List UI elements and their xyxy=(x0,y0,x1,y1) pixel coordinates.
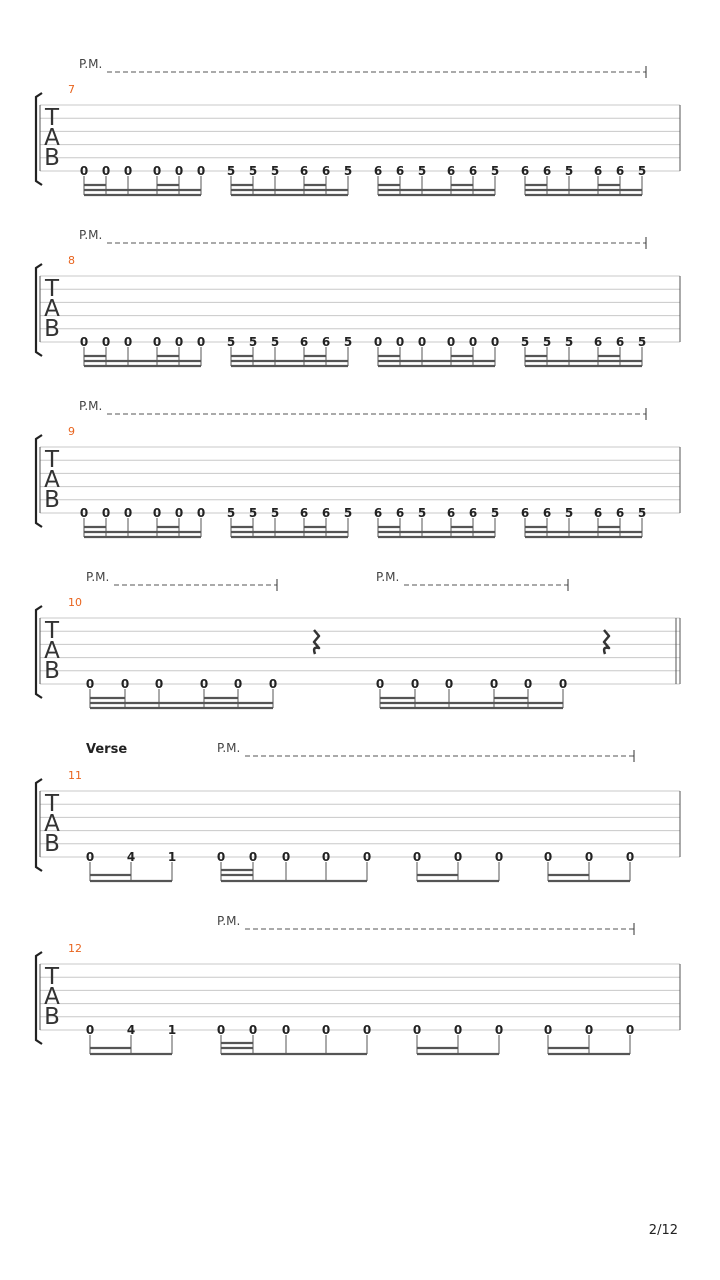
fret-number: 0 xyxy=(216,850,226,864)
fret-number: 5 xyxy=(564,335,574,349)
fret-number: 5 xyxy=(343,335,353,349)
fret-number: 0 xyxy=(196,506,206,520)
tab-clef-b: B xyxy=(44,1004,60,1030)
fret-number: 0 xyxy=(101,506,111,520)
fret-number: 4 xyxy=(126,850,136,864)
fret-number: 0 xyxy=(446,335,456,349)
fret-number: 5 xyxy=(490,164,500,178)
tab-clef-t: T xyxy=(44,105,60,131)
tab-system-7 xyxy=(36,57,680,195)
fret-number: 5 xyxy=(417,506,427,520)
tab-clef-a: A xyxy=(44,296,60,322)
page-number: 2/12 xyxy=(648,1223,678,1238)
tab-clef-a: A xyxy=(44,811,60,837)
fret-number: 6 xyxy=(542,506,552,520)
tab-system-12 xyxy=(36,914,680,1054)
measure-number: 7 xyxy=(68,83,75,96)
fret-number: 0 xyxy=(233,677,243,691)
fret-number: 0 xyxy=(523,677,533,691)
tab-clef-t: T xyxy=(44,791,60,817)
fret-number: 6 xyxy=(593,335,603,349)
fret-number: 0 xyxy=(321,850,331,864)
fret-number: 5 xyxy=(226,335,236,349)
fret-number: 0 xyxy=(196,335,206,349)
fret-number: 0 xyxy=(152,335,162,349)
fret-number: 0 xyxy=(101,335,111,349)
fret-number: 0 xyxy=(85,850,95,864)
tab-clef-a: A xyxy=(44,638,60,664)
fret-number: 5 xyxy=(248,335,258,349)
fret-number: 0 xyxy=(281,850,291,864)
tab-clef-t: T xyxy=(44,447,60,473)
fret-number: 0 xyxy=(494,1023,504,1037)
fret-number: 6 xyxy=(446,164,456,178)
tab-system-10 xyxy=(36,570,680,708)
fret-number: 0 xyxy=(120,677,130,691)
fret-number: 6 xyxy=(615,164,625,178)
fret-number: 6 xyxy=(299,506,309,520)
fret-number: 6 xyxy=(299,335,309,349)
fret-number: 0 xyxy=(199,677,209,691)
fret-number: 0 xyxy=(584,850,594,864)
fret-number: 6 xyxy=(395,164,405,178)
fret-number: 0 xyxy=(268,677,278,691)
measure-number: 11 xyxy=(68,769,82,782)
fret-number: 6 xyxy=(299,164,309,178)
measure-number: 10 xyxy=(68,596,82,609)
fret-number: 6 xyxy=(593,164,603,178)
fret-number: 0 xyxy=(625,1023,635,1037)
fret-number: 5 xyxy=(226,164,236,178)
palm-mute-label: P.M. xyxy=(376,570,400,584)
fret-number: 6 xyxy=(468,506,478,520)
fret-number: 0 xyxy=(123,164,133,178)
fret-number: 5 xyxy=(270,335,280,349)
tab-system-11 xyxy=(36,741,680,881)
fret-number: 4 xyxy=(126,1023,136,1037)
measure-number: 9 xyxy=(68,425,75,438)
fret-number: 0 xyxy=(584,1023,594,1037)
fret-number: 5 xyxy=(270,164,280,178)
fret-number: 0 xyxy=(321,1023,331,1037)
fret-number: 6 xyxy=(520,164,530,178)
fret-number: 5 xyxy=(248,164,258,178)
fret-number: 6 xyxy=(321,506,331,520)
fret-number: 6 xyxy=(321,164,331,178)
fret-number: 0 xyxy=(281,1023,291,1037)
tab-clef-b: B xyxy=(44,831,60,857)
tab-system-9 xyxy=(36,399,680,537)
fret-number: 0 xyxy=(79,506,89,520)
fret-number: 0 xyxy=(373,335,383,349)
fret-number: 0 xyxy=(216,1023,226,1037)
fret-number: 0 xyxy=(490,335,500,349)
fret-number: 0 xyxy=(154,677,164,691)
fret-number: 0 xyxy=(248,1023,258,1037)
fret-number: 6 xyxy=(468,164,478,178)
fret-number: 5 xyxy=(226,506,236,520)
fret-number: 6 xyxy=(446,506,456,520)
fret-number: 0 xyxy=(152,506,162,520)
measure-number: 8 xyxy=(68,254,75,267)
fret-number: 1 xyxy=(167,850,177,864)
section-label: Verse xyxy=(86,742,128,757)
fret-number: 5 xyxy=(343,506,353,520)
fret-number: 0 xyxy=(417,335,427,349)
fret-number: 6 xyxy=(542,164,552,178)
fret-number: 6 xyxy=(321,335,331,349)
fret-number: 6 xyxy=(615,335,625,349)
fret-number: 0 xyxy=(543,1023,553,1037)
quarter-rest xyxy=(314,630,319,654)
fret-number: 0 xyxy=(174,335,184,349)
fret-number: 5 xyxy=(520,335,530,349)
fret-number: 0 xyxy=(362,850,372,864)
measure-number: 12 xyxy=(68,942,82,955)
palm-mute-label: P.M. xyxy=(86,570,110,584)
palm-mute-label: P.M. xyxy=(217,741,241,755)
fret-number: 0 xyxy=(625,850,635,864)
fret-number: 0 xyxy=(152,164,162,178)
fret-number: 0 xyxy=(468,335,478,349)
fret-number: 6 xyxy=(373,164,383,178)
tab-system-8 xyxy=(36,228,680,366)
fret-number: 0 xyxy=(410,677,420,691)
fret-number: 0 xyxy=(412,850,422,864)
fret-number: 5 xyxy=(248,506,258,520)
tab-clef-t: T xyxy=(44,618,60,644)
fret-number: 0 xyxy=(79,164,89,178)
fret-number: 6 xyxy=(395,506,405,520)
quarter-rest xyxy=(604,630,609,654)
palm-mute-label: P.M. xyxy=(79,228,103,242)
fret-number: 5 xyxy=(564,506,574,520)
fret-number: 6 xyxy=(593,506,603,520)
palm-mute-label: P.M. xyxy=(79,57,103,71)
fret-number: 5 xyxy=(637,335,647,349)
fret-number: 0 xyxy=(85,1023,95,1037)
fret-number: 6 xyxy=(520,506,530,520)
fret-number: 5 xyxy=(343,164,353,178)
fret-number: 5 xyxy=(564,164,574,178)
fret-number: 0 xyxy=(196,164,206,178)
fret-number: 0 xyxy=(79,335,89,349)
fret-number: 0 xyxy=(362,1023,372,1037)
fret-number: 0 xyxy=(123,335,133,349)
fret-number: 5 xyxy=(637,164,647,178)
fret-number: 0 xyxy=(543,850,553,864)
fret-number: 0 xyxy=(101,164,111,178)
fret-number: 0 xyxy=(494,850,504,864)
tab-clef-b: B xyxy=(44,316,60,342)
fret-number: 0 xyxy=(85,677,95,691)
fret-number: 0 xyxy=(375,677,385,691)
fret-number: 5 xyxy=(270,506,280,520)
fret-number: 1 xyxy=(167,1023,177,1037)
fret-number: 6 xyxy=(373,506,383,520)
tab-clef-a: A xyxy=(44,984,60,1010)
tab-clef-t: T xyxy=(44,276,60,302)
fret-number: 0 xyxy=(453,1023,463,1037)
fret-number: 5 xyxy=(542,335,552,349)
fret-number: 0 xyxy=(123,506,133,520)
tab-clef-b: B xyxy=(44,658,60,684)
palm-mute-label: P.M. xyxy=(217,914,241,928)
fret-number: 5 xyxy=(417,164,427,178)
fret-number: 0 xyxy=(248,850,258,864)
fret-number: 0 xyxy=(412,1023,422,1037)
fret-number: 0 xyxy=(174,164,184,178)
tab-clef-t: T xyxy=(44,964,60,990)
fret-number: 0 xyxy=(174,506,184,520)
tab-clef-a: A xyxy=(44,467,60,493)
fret-number: 5 xyxy=(490,506,500,520)
fret-number: 0 xyxy=(558,677,568,691)
palm-mute-label: P.M. xyxy=(79,399,103,413)
fret-number: 0 xyxy=(489,677,499,691)
tab-clef-a: A xyxy=(44,125,60,151)
fret-number: 6 xyxy=(615,506,625,520)
fret-number: 0 xyxy=(395,335,405,349)
fret-number: 5 xyxy=(637,506,647,520)
tab-clef-b: B xyxy=(44,145,60,171)
fret-number: 0 xyxy=(453,850,463,864)
fret-number: 0 xyxy=(444,677,454,691)
tab-clef-b: B xyxy=(44,487,60,513)
